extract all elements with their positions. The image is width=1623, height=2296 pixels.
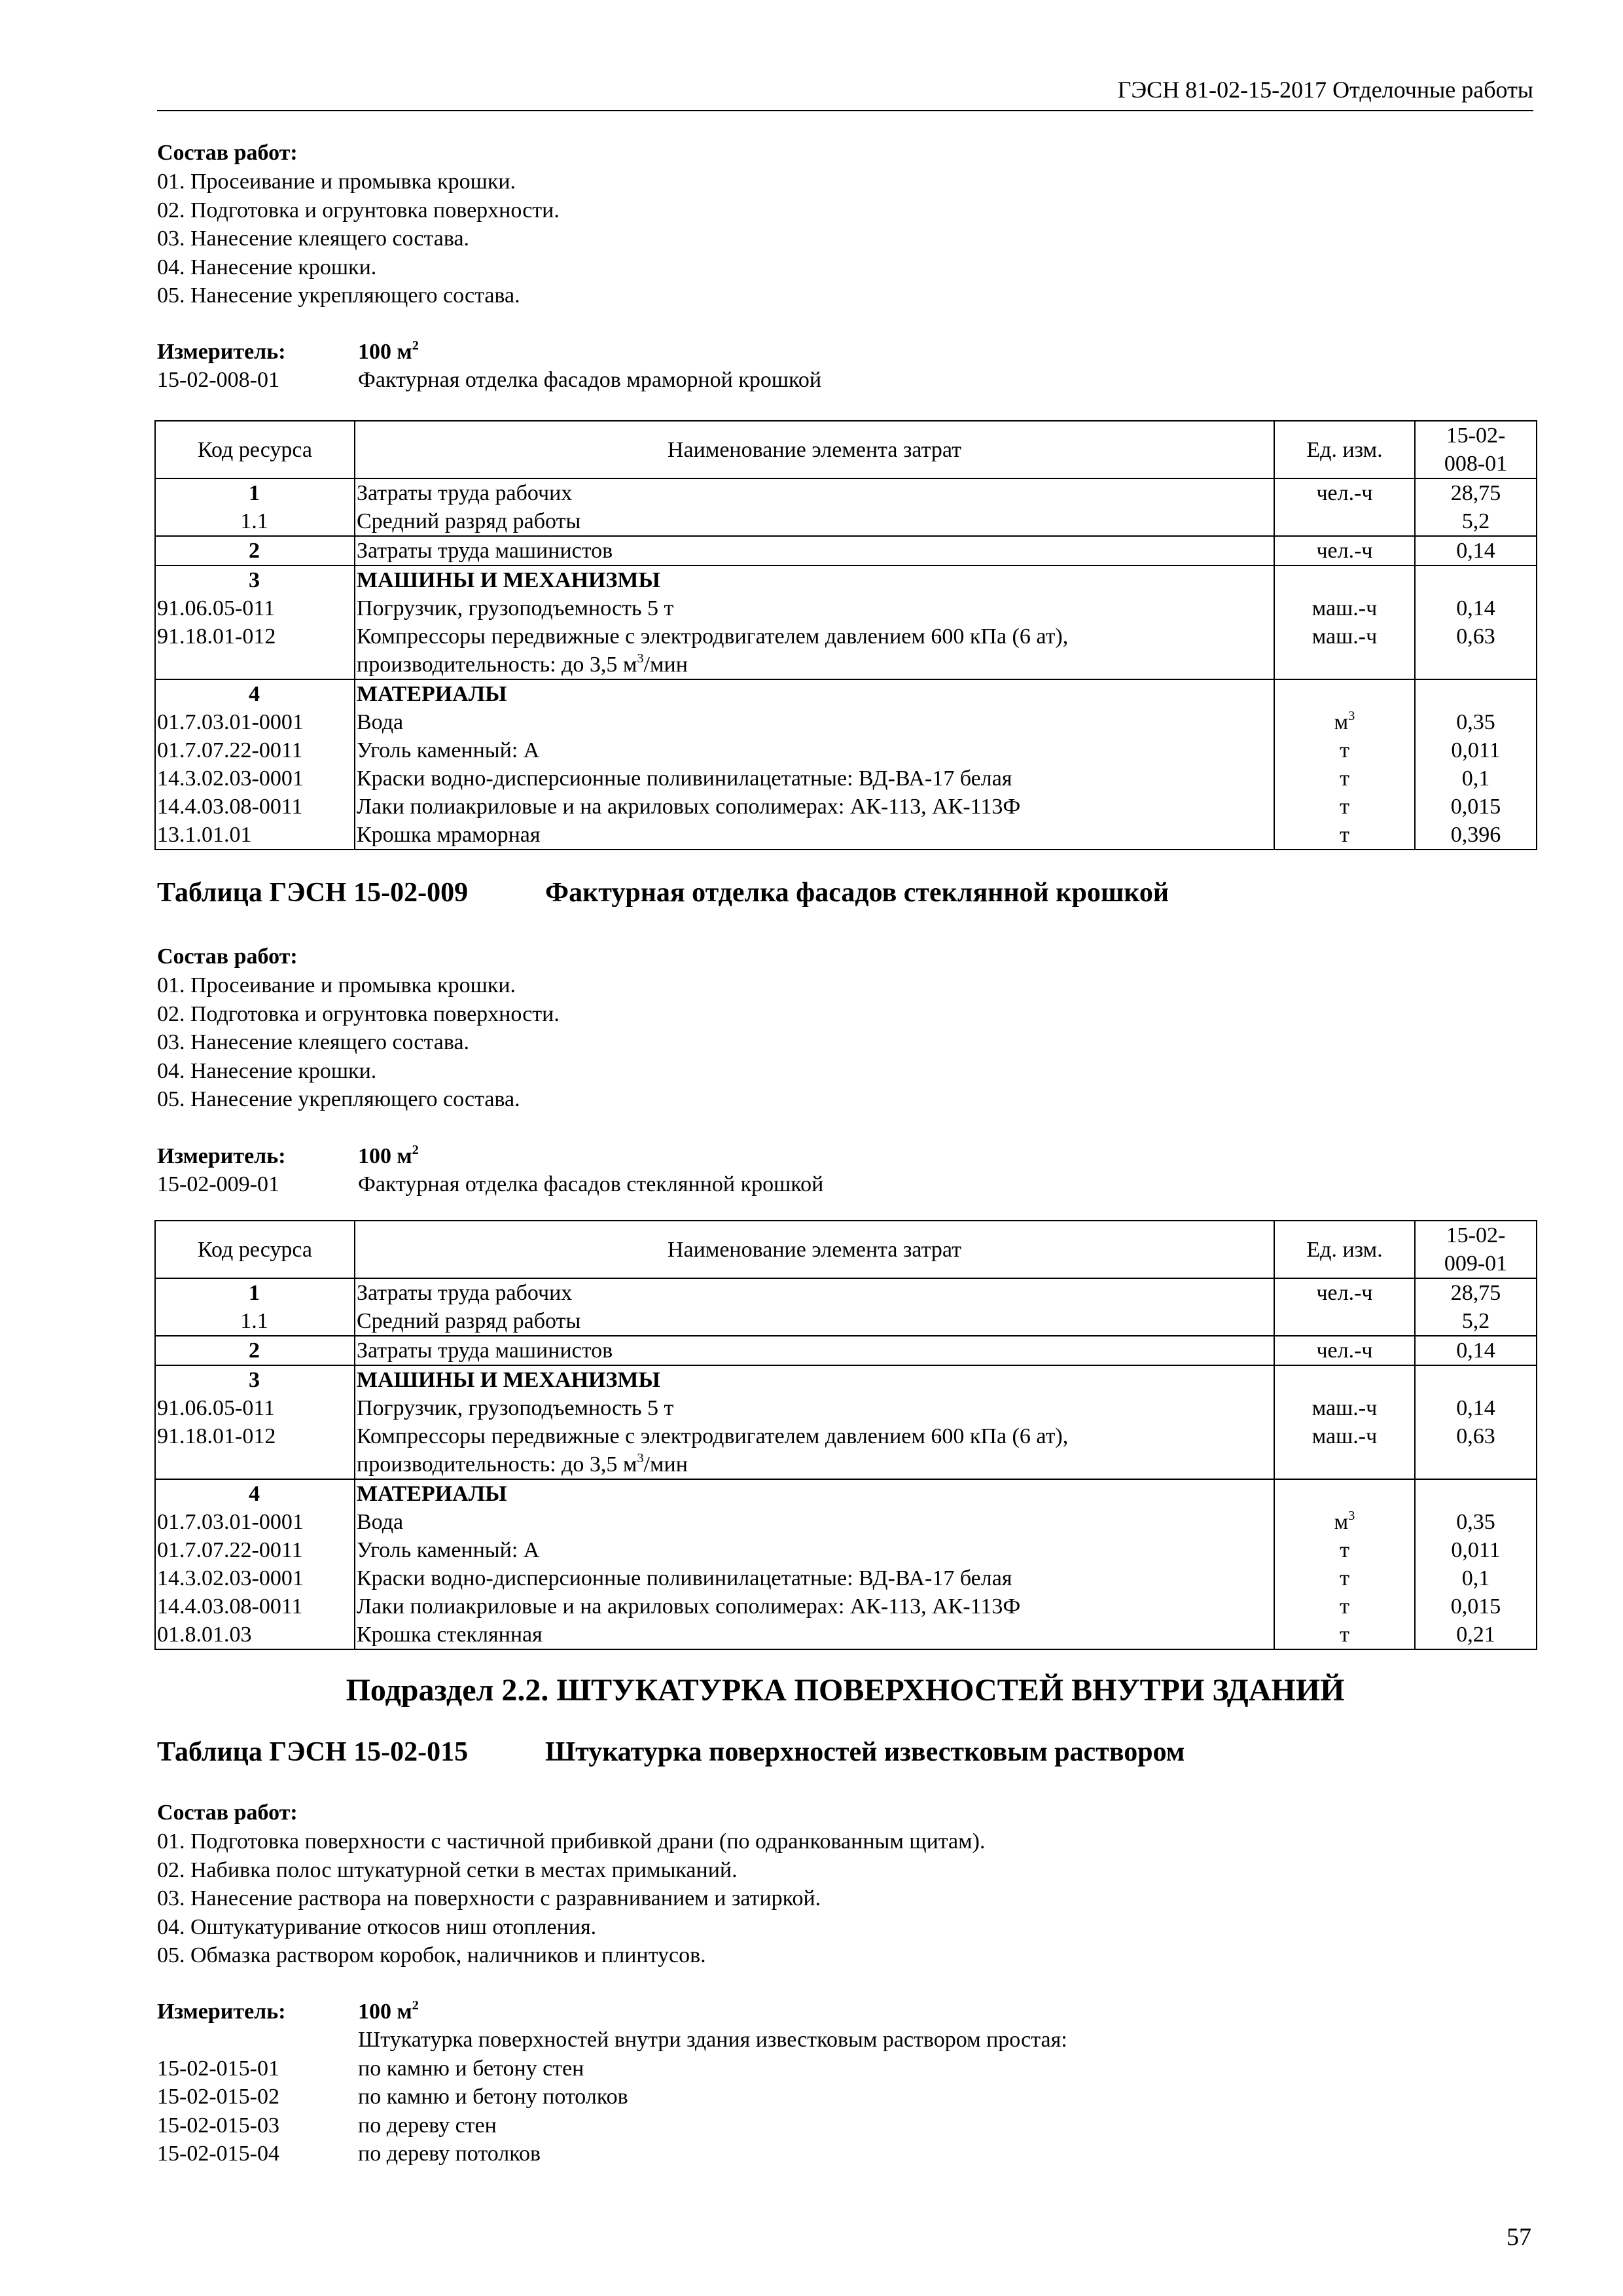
meter-value: 100 $м^2$ xyxy=(358,338,419,364)
resource-value: 0,14 xyxy=(1415,594,1537,622)
resource-unit: маш.-ч xyxy=(1274,594,1415,622)
resource-value: 0,21 xyxy=(1415,1621,1537,1649)
table-row xyxy=(155,507,1537,536)
resource-name: Погрузчик, грузоподъемность 5 т xyxy=(355,594,1274,622)
table-row xyxy=(155,1307,1537,1336)
norm-code: 15-02-009-01 xyxy=(157,1172,279,1196)
header-norm: 15-02- 008-01 xyxy=(1415,421,1537,478)
table-row xyxy=(155,1479,1537,1508)
composition-title: Состав работ: xyxy=(157,944,298,969)
resource-unit xyxy=(1274,1479,1415,1508)
norm-description: по камню и бетону потолков xyxy=(358,2085,628,2109)
composition-item: 03. Нанесение раствора на поверхности с разравниванием и затиркой. xyxy=(157,1886,821,1910)
header-unit: Ед. изм. xyxy=(1274,421,1415,478)
composition-item: 04. Оштукатуривание откосов ниш отопления. xyxy=(157,1914,597,1939)
meter-label: Измеритель: xyxy=(157,340,286,364)
resource-unit: $м^3$ xyxy=(1274,708,1415,736)
resource-unit xyxy=(1274,565,1415,594)
resource-code: 4 xyxy=(155,679,355,708)
resource-name: производительность: до 3,5 $м^3$/мин xyxy=(355,1450,1274,1479)
norm-code: 15-02-015-04 xyxy=(157,2142,279,2166)
resource-code: 01.7.07.22-0011 xyxy=(155,736,355,764)
resource-name: Средний разряд работы xyxy=(355,1307,1274,1336)
resource-unit: т xyxy=(1274,764,1415,793)
composition-item: 02. Подготовка и огрунтовка поверхности. xyxy=(157,198,560,223)
resource-code: 01.7.03.01-0001 xyxy=(155,708,355,736)
resource-code: 1 xyxy=(155,1278,355,1307)
resource-unit: т xyxy=(1274,736,1415,764)
resource-value: 5,2 xyxy=(1415,1307,1537,1336)
resource-code xyxy=(155,1450,355,1479)
resource-name: Погрузчик, грузоподъемность 5 т xyxy=(355,1394,1274,1422)
meter-label: Измеритель: xyxy=(157,1144,286,1168)
resource-name: Лаки полиакриловые и на акриловых сополимерах: АК-113, АК-113Ф xyxy=(355,793,1274,821)
composition-block-3 xyxy=(157,1799,985,1970)
table-row xyxy=(155,536,1537,565)
norm-description: по дереву стен xyxy=(358,2113,497,2138)
norm-description: по камню и бетону стен xyxy=(358,2056,584,2081)
resource-value: 0,1 xyxy=(1415,1564,1537,1592)
resource-unit: чел.-ч xyxy=(1274,536,1415,565)
resource-code: 01.7.03.01-0001 xyxy=(155,1508,355,1536)
composition-item: 04. Нанесение крошки. xyxy=(157,255,377,279)
table-row xyxy=(155,1365,1537,1394)
resource-name: Лаки полиакриловые и на акриловых сополимерах: АК-113, АК-113Ф xyxy=(355,1592,1274,1621)
resource-code: 4 xyxy=(155,1479,355,1508)
composition-item: 01. Просеивание и промывка крошки. xyxy=(157,973,516,997)
resource-unit: маш.-ч xyxy=(1274,622,1415,651)
resource-value: 0,396 xyxy=(1415,821,1537,850)
resource-unit xyxy=(1274,1307,1415,1336)
table-row xyxy=(155,594,1537,622)
composition-item: 02. Подготовка и огрунтовка поверхности. xyxy=(157,1001,560,1026)
resource-code: 01.8.01.03 xyxy=(155,1621,355,1649)
resource-name: Компрессоры передвижные с электродвигателем давлением 600 кПа (6 ат), xyxy=(355,622,1274,651)
resource-code: 14.3.02.03-0001 xyxy=(155,764,355,793)
resource-unit: маш.-ч xyxy=(1274,1422,1415,1450)
header-code: Код ресурса xyxy=(155,421,355,478)
header-unit: Ед. изм. xyxy=(1274,1221,1415,1278)
resource-unit: т xyxy=(1274,1592,1415,1621)
table-name: Фактурная отделка фасадов стеклянной крошкой xyxy=(545,878,1169,908)
resource-name: МАШИНЫ И МЕХАНИЗМЫ xyxy=(355,1365,1274,1394)
resource-value xyxy=(1415,651,1537,679)
resource-name: Средний разряд работы xyxy=(355,507,1274,536)
resource-unit: чел.-ч xyxy=(1274,1278,1415,1307)
resource-name: Затраты труда машинистов xyxy=(355,1336,1274,1365)
resource-value: 5,2 xyxy=(1415,507,1537,536)
resource-code: 13.1.01.01 xyxy=(155,821,355,850)
resource-name: Вода xyxy=(355,708,1274,736)
resource-code: 2 xyxy=(155,1336,355,1365)
table-row xyxy=(155,1536,1537,1564)
resource-code: 14.4.03.08-0011 xyxy=(155,793,355,821)
resource-value: 0,35 xyxy=(1415,708,1537,736)
composition-item: 05. Нанесение укрепляющего состава. xyxy=(157,283,520,308)
resource-name: МАТЕРИАЛЫ xyxy=(355,1479,1274,1508)
meter-value: 100 $м^2$ xyxy=(358,1142,419,1168)
resource-value: 0,63 xyxy=(1415,1422,1537,1450)
resource-unit: т xyxy=(1274,1536,1415,1564)
table-code: Таблица ГЭСН 15-02-015 xyxy=(157,1737,469,1767)
table-row xyxy=(155,1621,1537,1649)
resource-value: 0,14 xyxy=(1415,1394,1537,1422)
composition-title: Состав работ: xyxy=(157,1801,298,1825)
resource-value: 0,14 xyxy=(1415,536,1537,565)
resource-value: 0,015 xyxy=(1415,1592,1537,1621)
resource-name: МАШИНЫ И МЕХАНИЗМЫ xyxy=(355,565,1274,594)
resource-code: 01.7.07.22-0011 xyxy=(155,1536,355,1564)
resource-name: производительность: до 3,5 $м^3$/мин xyxy=(355,651,1274,679)
resource-value xyxy=(1415,1365,1537,1394)
resource-code xyxy=(155,651,355,679)
resource-code: 14.4.03.08-0011 xyxy=(155,1592,355,1621)
norm-code: 15-02-015-02 xyxy=(157,2085,279,2109)
resource-unit: чел.-ч xyxy=(1274,1336,1415,1365)
resource-value: 0,63 xyxy=(1415,622,1537,651)
resource-name: Затраты труда машинистов xyxy=(355,536,1274,565)
resource-value xyxy=(1415,565,1537,594)
composition-item: 01. Подготовка поверхности с частичной прибивкой драни (по одранкованным щитам). xyxy=(157,1829,986,1854)
header-code: Код ресурса xyxy=(155,1221,355,1278)
table-row xyxy=(155,622,1537,651)
table-name: Штукатурка поверхностей известковым раствором xyxy=(545,1737,1185,1767)
resource-unit xyxy=(1274,1450,1415,1479)
subsection-title: Подраздел 2.2. ШТУКАТУРКА ПОВЕРХНОСТЕЙ ВНУТРИ ЗДАНИЙ xyxy=(346,1673,1345,1708)
resource-code: 91.06.05-011 xyxy=(155,594,355,622)
composition-item: 03. Нанесение клеящего состава. xyxy=(157,226,470,251)
table-row xyxy=(155,1592,1537,1621)
table-row xyxy=(155,793,1537,821)
resource-name: Краски водно-дисперсионные поливинилацетатные: ВД-ВА-17 белая xyxy=(355,764,1274,793)
resource-unit: т xyxy=(1274,1564,1415,1592)
table-row xyxy=(155,1508,1537,1536)
resource-code: 2 xyxy=(155,536,355,565)
resource-name: Краски водно-дисперсионные поливинилацетатные: ВД-ВА-17 белая xyxy=(355,1564,1274,1592)
resource-value: 0,015 xyxy=(1415,793,1537,821)
resource-unit: $м^3$ xyxy=(1274,1508,1415,1536)
table-row xyxy=(155,651,1537,679)
resource-unit: чел.-ч xyxy=(1274,478,1415,507)
resource-value: 0,35 xyxy=(1415,1508,1537,1536)
table-row xyxy=(155,1450,1537,1479)
composition-item: 02. Набивка полос штукатурной сетки в местах примыканий. xyxy=(157,1857,738,1882)
table-row xyxy=(155,478,1537,507)
resource-code: 1.1 xyxy=(155,507,355,536)
norm-description: Фактурная отделка фасадов стеклянной крошкой xyxy=(358,1172,824,1196)
resource-unit: т xyxy=(1274,1621,1415,1649)
norm-code: 15-02-015-01 xyxy=(157,2056,279,2081)
norm-description: по дереву потолков xyxy=(358,2142,541,2166)
resource-unit xyxy=(1274,507,1415,536)
header-norm: 15-02- 009-01 xyxy=(1415,1221,1537,1278)
resource-table-2 xyxy=(154,1220,1537,1650)
resource-name: Вода xyxy=(355,1508,1274,1536)
composition-item: 03. Нанесение клеящего состава. xyxy=(157,1030,470,1054)
meter-label: Измеритель: xyxy=(157,2000,286,2024)
table-row xyxy=(155,679,1537,708)
resource-value: 28,75 xyxy=(1415,478,1537,507)
composition-item: 01. Просеивание и промывка крошки. xyxy=(157,170,516,194)
table-row xyxy=(155,1278,1537,1307)
resource-name: Крошка мраморная xyxy=(355,821,1274,850)
resource-code: 1 xyxy=(155,478,355,507)
table-title-2 xyxy=(157,876,1169,910)
meter-value: 100 $м^2$ xyxy=(358,1998,419,2024)
resource-value: 0,14 xyxy=(1415,1336,1537,1365)
table-row xyxy=(155,764,1537,793)
resource-code: 3 xyxy=(155,565,355,594)
table-row xyxy=(155,1422,1537,1450)
resource-name: Уголь каменный: А xyxy=(355,736,1274,764)
resource-value xyxy=(1415,1450,1537,1479)
resource-code: 3 xyxy=(155,1365,355,1394)
page-header: ГЭСН 81-02-15-2017 Отделочные работы xyxy=(157,73,1533,111)
resource-name: Уголь каменный: А xyxy=(355,1536,1274,1564)
resource-unit: т xyxy=(1274,793,1415,821)
resource-unit xyxy=(1274,1365,1415,1394)
resource-name: МАТЕРИАЛЫ xyxy=(355,679,1274,708)
table-row xyxy=(155,1394,1537,1422)
composition-block-2 xyxy=(157,942,560,1114)
resource-value: 0,011 xyxy=(1415,1536,1537,1564)
composition-title: Состав работ: xyxy=(157,141,298,165)
resource-unit xyxy=(1274,651,1415,679)
resource-unit: т xyxy=(1274,821,1415,850)
composition-item: 05. Обмазка раствором коробок, наличников и плинтусов. xyxy=(157,1943,706,1967)
table-row xyxy=(155,821,1537,850)
resource-table-1 xyxy=(154,420,1537,850)
table-row xyxy=(155,708,1537,736)
header-name: Наименование элемента затрат xyxy=(355,421,1274,478)
norm-code: 15-02-015-03 xyxy=(157,2113,279,2138)
norm-intro: Штукатурка поверхностей внутри здания известковым раствором простая: xyxy=(358,2028,1067,2052)
resource-code: 91.06.05-011 xyxy=(155,1394,355,1422)
table-row xyxy=(155,736,1537,764)
resource-name: Компрессоры передвижные с электродвигателем давлением 600 кПа (6 ат), xyxy=(355,1422,1274,1450)
composition-item: 04. Нанесение крошки. xyxy=(157,1058,377,1083)
table-code: Таблица ГЭСН 15-02-009 xyxy=(157,878,469,908)
resource-name: Затраты труда рабочих xyxy=(355,1278,1274,1307)
resource-unit xyxy=(1274,679,1415,708)
composition-item: 05. Нанесение укрепляющего состава. xyxy=(157,1087,520,1111)
resource-code: 91.18.01-012 xyxy=(155,622,355,651)
resource-code: 1.1 xyxy=(155,1307,355,1336)
resource-name: Крошка стеклянная xyxy=(355,1621,1274,1649)
table-row xyxy=(155,1336,1537,1365)
resource-value: 0,1 xyxy=(1415,764,1537,793)
resource-code: 91.18.01-012 xyxy=(155,1422,355,1450)
table-row xyxy=(155,1564,1537,1592)
resource-code: 14.3.02.03-0001 xyxy=(155,1564,355,1592)
table-title-3 xyxy=(157,1735,1185,1769)
header-name: Наименование элемента затрат xyxy=(355,1221,1274,1278)
resource-value: 0,011 xyxy=(1415,736,1537,764)
table-row xyxy=(155,565,1537,594)
resource-unit: маш.-ч xyxy=(1274,1394,1415,1422)
norm-description: Фактурная отделка фасадов мраморной крошкой xyxy=(358,368,822,392)
resource-value: 28,75 xyxy=(1415,1278,1537,1307)
composition-block-1 xyxy=(157,139,560,310)
resource-name: Затраты труда рабочих xyxy=(355,478,1274,507)
page-number: 57 xyxy=(1507,2223,1531,2251)
resource-value xyxy=(1415,679,1537,708)
resource-value xyxy=(1415,1479,1537,1508)
norm-code: 15-02-008-01 xyxy=(157,368,279,392)
